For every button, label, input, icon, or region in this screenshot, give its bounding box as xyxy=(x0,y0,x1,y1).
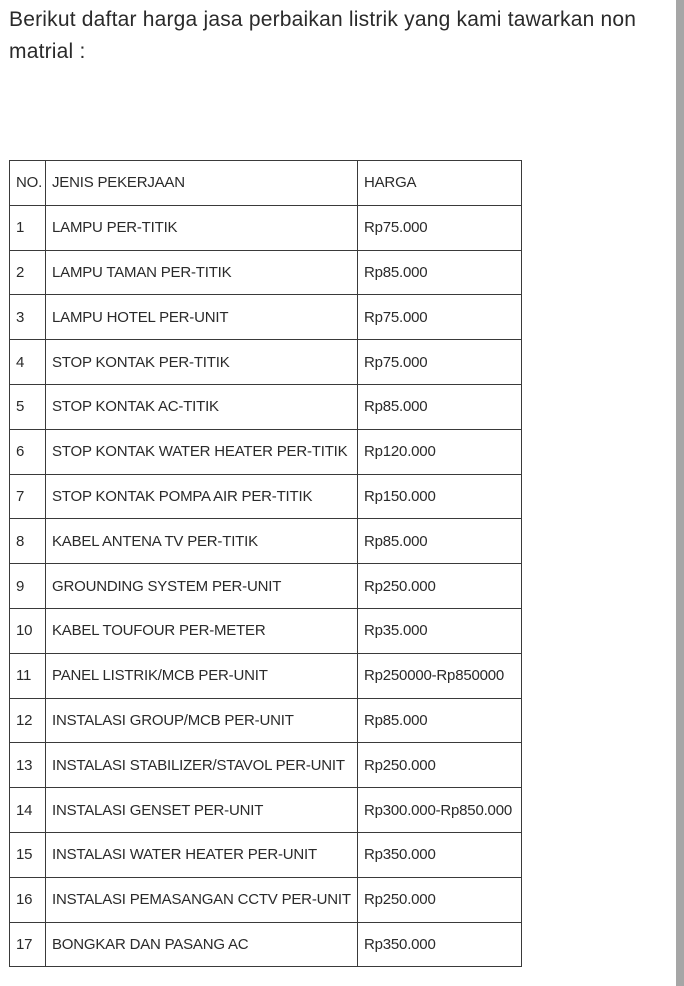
header-price: HARGA xyxy=(358,161,522,206)
price-table xyxy=(9,160,522,967)
row-price-cell: Rp350.000 xyxy=(358,922,522,967)
row-no-cell: 6 xyxy=(10,429,46,474)
table-row xyxy=(10,429,522,474)
row-job-cell: INSTALASI STABILIZER/STAVOL PER-UNIT xyxy=(46,743,358,788)
row-no-cell: 15 xyxy=(10,832,46,877)
row-price-cell: Rp85.000 xyxy=(358,250,522,295)
table-row xyxy=(10,698,522,743)
table-row xyxy=(10,340,522,385)
row-no-cell: 16 xyxy=(10,877,46,922)
table-row xyxy=(10,788,522,833)
row-job-cell: GROUNDING SYSTEM PER-UNIT xyxy=(46,564,358,609)
row-no-cell: 13 xyxy=(10,743,46,788)
intro-text: Berikut daftar harga jasa perbaikan listrik yang kami tawarkan non matrial : xyxy=(9,8,637,63)
row-job-cell: INSTALASI PEMASANGAN CCTV PER-UNIT xyxy=(46,877,358,922)
row-no-cell: 12 xyxy=(10,698,46,743)
table-row xyxy=(10,564,522,609)
row-job-cell: LAMPU HOTEL PER-UNIT xyxy=(46,295,358,340)
row-price-cell: Rp85.000 xyxy=(358,384,522,429)
row-no-cell: 7 xyxy=(10,474,46,519)
row-job-cell: INSTALASI WATER HEATER PER-UNIT xyxy=(46,832,358,877)
row-price-cell: Rp300.000-Rp850.000 xyxy=(358,788,522,833)
row-no-cell: 9 xyxy=(10,564,46,609)
row-job-cell: KABEL ANTENA TV PER-TITIK xyxy=(46,519,358,564)
row-no-cell: 2 xyxy=(10,250,46,295)
row-no-cell: 10 xyxy=(10,608,46,653)
row-price-cell: Rp250.000 xyxy=(358,743,522,788)
row-job-cell: LAMPU PER-TITIK xyxy=(46,205,358,250)
row-no-cell: 5 xyxy=(10,384,46,429)
row-price-cell: Rp75.000 xyxy=(358,340,522,385)
row-job-cell: BONGKAR DAN PASANG AC xyxy=(46,922,358,967)
row-job-cell: LAMPU TAMAN PER-TITIK xyxy=(46,250,358,295)
table-row xyxy=(10,384,522,429)
row-price-cell: Rp250000-Rp850000 xyxy=(358,653,522,698)
row-price-cell: Rp35.000 xyxy=(358,608,522,653)
row-no-cell: 3 xyxy=(10,295,46,340)
row-price-cell: Rp250.000 xyxy=(358,877,522,922)
table-header-row xyxy=(10,161,522,206)
row-job-cell: STOP KONTAK AC-TITIK xyxy=(46,384,358,429)
row-price-cell: Rp120.000 xyxy=(358,429,522,474)
row-price-cell: Rp75.000 xyxy=(358,295,522,340)
row-no-cell: 14 xyxy=(10,788,46,833)
table-row xyxy=(10,519,522,564)
table-row xyxy=(10,743,522,788)
row-no-cell: 4 xyxy=(10,340,46,385)
table-row xyxy=(10,474,522,519)
row-no-cell: 8 xyxy=(10,519,46,564)
row-price-cell: Rp250.000 xyxy=(358,564,522,609)
row-no-cell: 1 xyxy=(10,205,46,250)
row-price-cell: Rp150.000 xyxy=(358,474,522,519)
row-job-cell: STOP KONTAK WATER HEATER PER-TITIK xyxy=(46,429,358,474)
table-row xyxy=(10,877,522,922)
row-job-cell: INSTALASI GROUP/MCB PER-UNIT xyxy=(46,698,358,743)
row-job-cell: STOP KONTAK PER-TITIK xyxy=(46,340,358,385)
row-job-cell: INSTALASI GENSET PER-UNIT xyxy=(46,788,358,833)
row-job-cell: PANEL LISTRIK/MCB PER-UNIT xyxy=(46,653,358,698)
row-job-cell: KABEL TOUFOUR PER-METER xyxy=(46,608,358,653)
header-job: JENIS PEKERJAAN xyxy=(46,161,358,206)
table-row xyxy=(10,250,522,295)
row-price-cell: Rp85.000 xyxy=(358,698,522,743)
table-row xyxy=(10,832,522,877)
page-scrollbar[interactable] xyxy=(676,0,684,986)
table-row xyxy=(10,205,522,250)
row-no-cell: 17 xyxy=(10,922,46,967)
header-no: NO. xyxy=(10,161,46,206)
table-row xyxy=(10,295,522,340)
row-price-cell: Rp75.000 xyxy=(358,205,522,250)
table-row xyxy=(10,922,522,967)
table-row xyxy=(10,653,522,698)
row-job-cell: STOP KONTAK POMPA AIR PER-TITIK xyxy=(46,474,358,519)
row-no-cell: 11 xyxy=(10,653,46,698)
row-price-cell: Rp350.000 xyxy=(358,832,522,877)
row-price-cell: Rp85.000 xyxy=(358,519,522,564)
table-row xyxy=(10,608,522,653)
